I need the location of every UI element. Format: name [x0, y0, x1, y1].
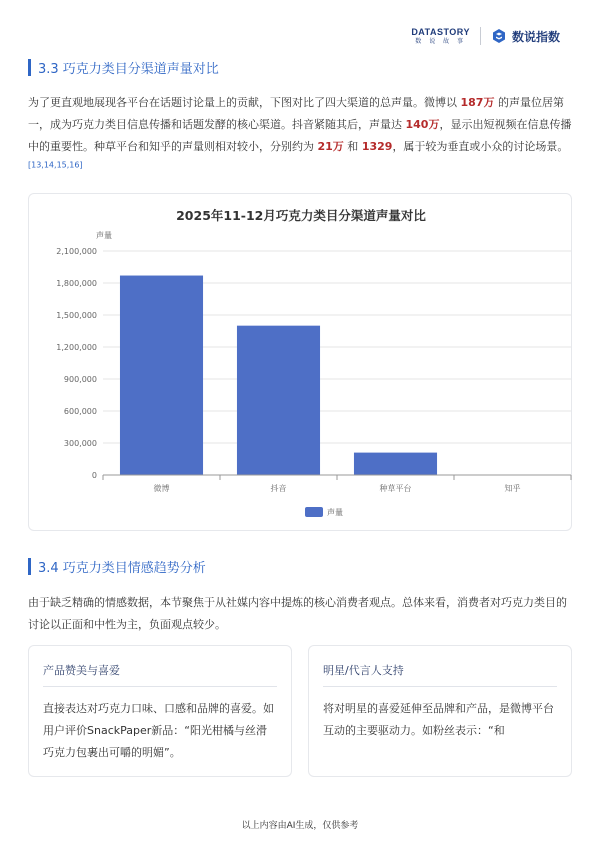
y-tick-label: 300,000: [63, 439, 97, 448]
x-tick-label: 知乎: [504, 484, 521, 493]
card-title: 产品赞美与喜爱: [43, 664, 120, 677]
y-tick-label: 1,200,000: [56, 343, 97, 352]
bar-0[interactable]: [120, 276, 203, 475]
brand-logo: [491, 28, 560, 45]
paragraph-text: 为了更直观地展现各平台在话题讨论量上的贡献，下图对比了四大渠道的总声量。微博以: [28, 96, 461, 109]
section-3-3-paragraph: [28, 92, 576, 180]
card-body: 直接表达对巧克力口味、口感和品牌的喜爱。如用户评价SnackPaper新品：“阳光柑橘与丝滑巧克力包裹出可嚼的明媚”。: [43, 702, 274, 759]
y-tick-label: 600,000: [63, 407, 97, 416]
y-tick-label: 1,800,000: [56, 279, 97, 288]
brand-name: 数说指数: [511, 29, 560, 44]
legend-swatch[interactable]: [305, 507, 323, 517]
paragraph-text: 和: [343, 140, 362, 153]
chart-bars: [120, 276, 554, 475]
paragraph-text: ，显示出短视频在信息传播中的重要性。种草平台和知乎的声量则相对较小，分别约为: [28, 118, 572, 153]
highlight-number: 187万: [460, 96, 495, 109]
chart-y-axis-label: 声量: [96, 231, 112, 240]
card-divider: [323, 686, 557, 687]
highlight-number: 140万: [405, 118, 440, 131]
y-tick-label: 2,100,000: [56, 247, 97, 256]
y-tick-label: 0: [91, 471, 97, 480]
legend-label[interactable]: 声量: [327, 508, 343, 517]
y-tick-label: 1,500,000: [56, 311, 97, 320]
section-3-4-heading: [28, 557, 206, 576]
channel-volume-chart: [28, 193, 572, 531]
highlight-number: 1329: [361, 140, 393, 153]
viewpoint-card-celebrity-support: [308, 645, 572, 777]
brand-icon: [491, 28, 507, 44]
card-title: 明星/代言人支持: [323, 664, 404, 677]
section-3-4-title: 3.4 巧克力类目情感趋势分析: [38, 561, 206, 576]
chart-legend[interactable]: [305, 507, 343, 517]
section-3-4-paragraph: 由于缺乏精确的情感数据，本节聚焦于从社媒内容中提炼的核心消费者观点。总体来看，消费者对巧克力类目的讨论以正面和中性为主，负面观点较少。: [28, 596, 567, 631]
card-body: 将对明星的喜爱延伸至品牌和产品，是微博平台互动的主要驱动力。如粉丝表示：“和: [323, 702, 554, 737]
x-tick-label: 种草平台: [379, 484, 412, 493]
chart-title: 2025年11-12月巧克力类目分渠道声量对比: [176, 208, 426, 223]
bar-2[interactable]: [354, 453, 437, 475]
x-tick-label: 抖音: [270, 484, 287, 493]
datastory-logo-name: DATASTORY: [411, 26, 470, 37]
chart-x-axis: [103, 475, 571, 493]
header-divider: [480, 27, 481, 45]
heading-accent-bar: [28, 558, 31, 575]
paragraph-text: 的声量位居第一，成为巧克力类目信息传播和话题发酵的核心渠道。抖音紧随其后，声量达: [28, 96, 564, 131]
datastory-logo-sub: 数 说 故 事: [415, 37, 467, 45]
section-3-3-title: 3.3 巧克力类目分渠道声量对比: [38, 62, 219, 77]
ai-disclaimer-footer: 以上内容由AI生成，仅供参考: [241, 821, 359, 831]
x-tick-label: 微博: [153, 484, 170, 493]
section-3-3-heading: [28, 58, 219, 77]
bar-chart-svg: [29, 194, 573, 532]
bar-1[interactable]: [237, 326, 320, 475]
highlight-number: 21万: [317, 140, 344, 153]
datastory-logo: [411, 28, 470, 45]
card-divider: [43, 686, 277, 687]
viewpoint-card-product-praise: [28, 645, 292, 777]
y-tick-label: 900,000: [63, 375, 97, 384]
paragraph-text: ，属于较为垂直或小众的讨论场景。: [392, 140, 569, 153]
heading-accent-bar: [28, 59, 31, 76]
citation-link[interactable]: [13,14,15,16]: [28, 160, 83, 170]
page-header: [411, 24, 560, 48]
